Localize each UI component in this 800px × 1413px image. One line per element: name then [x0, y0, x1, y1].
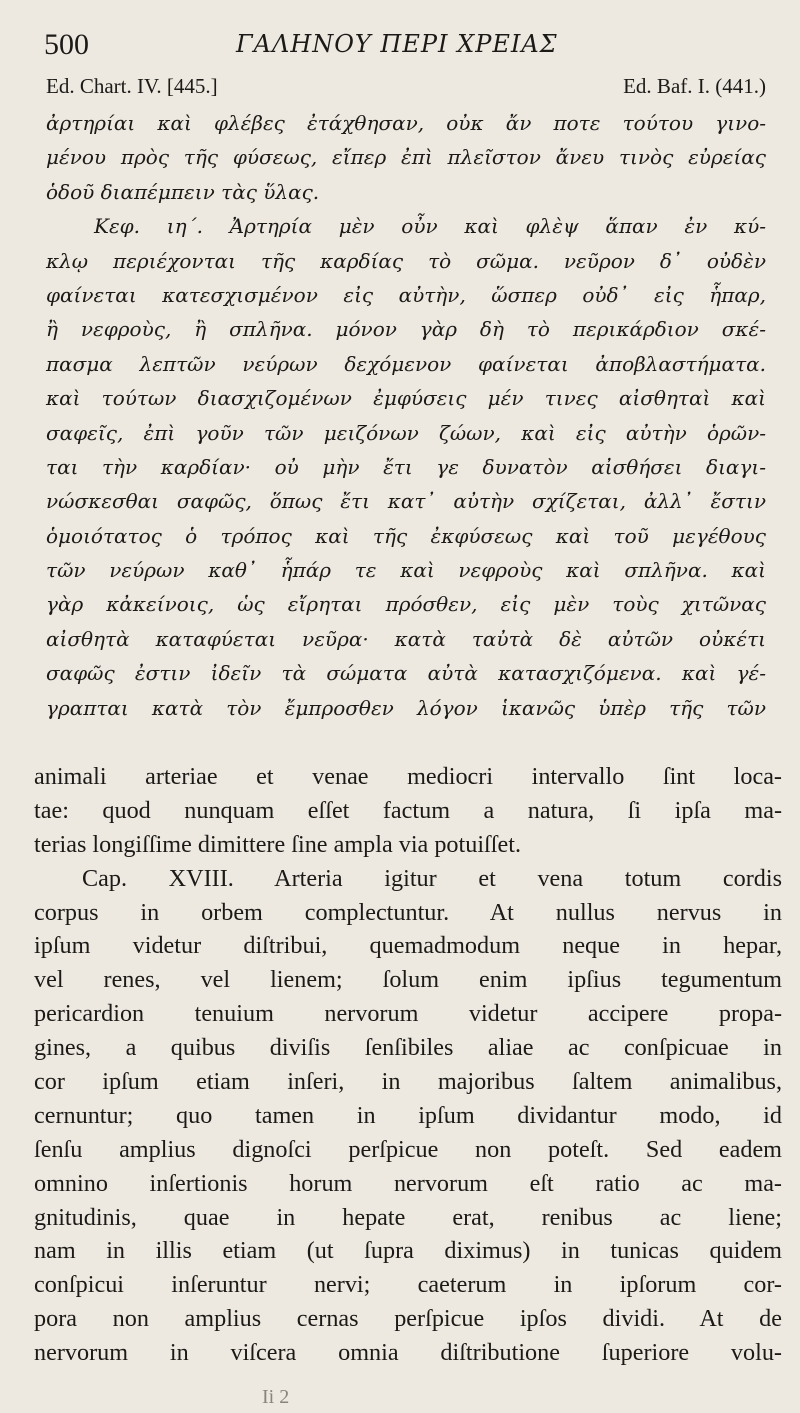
greek-line: αἰσθητὰ καταφύεται νεῦρα· κατὰ ταὐτὰ δὲ αὐτῶν οὐκέτι [46, 626, 766, 651]
latin-line: pericardion tenuium nervorum videtur accipere propa- [34, 1000, 782, 1028]
greek-line: ἀρτηρίαι καὶ φλέβες ἐτάχθησαν, οὐκ ἄν ποτε τούτου γινο- [46, 111, 766, 135]
latin-line: ſenſu amplius dignoſci perſpicue non poteſt. Sed eadem [34, 1135, 782, 1163]
greek-line: πασμα λεπτῶν νεύρων δεχόμενον φαίνεται ἀποβλαστήματα. [46, 351, 766, 376]
running-title: ΓΑΛΗΝΟΥ ΠΕΡΙ ΧΡΕΙΑΣ [236, 30, 558, 58]
latin-line: terias longiſſime dimittere ſine ampla via potuiſſet. [34, 830, 521, 858]
page-number: 500 [44, 28, 89, 61]
latin-line: animali arteriae et venae mediocri intervallo ſint loca- [34, 763, 782, 790]
latin-line: nervorum in viſcera omnia diſtributione ſuperiore volu- [34, 1339, 782, 1367]
greek-line: ἢ νεφροὺς, ἢ σπλῆνα. μόνον γὰρ δὴ τὸ περικάρδιον σκέ- [46, 317, 766, 342]
latin-line: corpus in orbem complectuntur. At nullus nervus in [34, 898, 782, 926]
latin-line: omnino inſertionis horum nervorum eſt ratio ac ma- [34, 1169, 782, 1197]
greek-line: ται τὴν καρδίαν· οὐ μὴν ἔτι γε δυνατὸν αἰσθήσει διαγι- [46, 454, 766, 479]
greek-chapter-heading-line: Κεφ. ιη΄. Ἀρτηρία μὲν οὖν καὶ φλὲψ ἅπαν ἐν κύ- [94, 214, 766, 239]
page-header [44, 28, 764, 68]
latin-line: ipſum videtur diſtribui, quemadmodum neque in hepar, [34, 932, 782, 960]
latin-line: vel renes, vel lienem; ſolum enim ipſius tegumentum [34, 966, 782, 994]
latin-line: conſpicui inſeruntur nervi; caeterum in ipſorum cor- [34, 1271, 782, 1299]
greek-line: ὁδοῦ διαπέμπειν τὰς ὕλας. [46, 179, 320, 204]
latin-text-block [34, 760, 782, 1370]
latin-line: cor ipſum etiam inſeri, in majoribus ſaltem animalibus, [34, 1068, 782, 1096]
greek-line: σαφῶς ἐστιν ἰδεῖν τὰ σώματα αὐτὰ κατασχιζόμενα. καὶ γέ- [46, 661, 766, 686]
edition-reference-line [46, 74, 766, 104]
latin-line: cernuntur; quo tamen in ipſum dividantur modo, id [34, 1101, 782, 1129]
greek-line: κλῳ περιέχονται τῆς καρδίας τὸ σῶμα. νεῦρον δ᾽ οὐδὲν [46, 248, 766, 273]
greek-line: τῶν νεύρων καθ᾽ ἧπάρ τε καὶ νεφροὺς καὶ σπλῆνα. καὶ [46, 558, 766, 583]
latin-line: tae: quod nunquam eſſet factum a natura, ſi ipſa ma- [34, 796, 782, 824]
greek-line: γὰρ κἀκείνοις, ὡς εἴρηται πρόσθεν, εἰς μὲν τοὺς χιτῶνας [46, 592, 766, 617]
edition-basel-reference: Ed. Baf. I. (441.) [623, 74, 766, 98]
greek-line: σαφεῖς, ἐπὶ γοῦν τῶν μειζόνων ζώων, καὶ εἰς αὐτὴν ὁρῶν- [46, 420, 766, 445]
edition-chartier-reference: Ed. Chart. IV. [445.] [46, 74, 218, 98]
latin-line: nam in illis etiam (ut ſupra diximus) in tunicas quidem [34, 1237, 782, 1265]
greek-line: καὶ τούτων διασχιζομένων ἐμφύσεις μέν τινες αἰσθηταὶ καὶ [46, 386, 766, 411]
greek-line: γραπται κατὰ τὸν ἔμπροσθεν λόγον ἱκανῶς ὑπὲρ τῆς τῶν [46, 695, 766, 720]
printer-signature-mark: Ii 2 [262, 1386, 290, 1408]
greek-line: φαίνεται κατεσχισμένον εἰς αὐτὴν, ὥσπερ οὐδ᾽ εἰς ἧπαρ, [46, 282, 766, 307]
latin-line: pora non amplius cernas perſpicue ipſos dividi. At de [34, 1305, 782, 1333]
latin-chapter-heading-line: Cap. XVIII. Arteria igitur et vena totum cordis [82, 864, 782, 892]
latin-line: gines, a quibus diviſis ſenſibiles aliae ac conſpicuae in [34, 1034, 782, 1062]
latin-line: gnitudinis, quae in hepate erat, renibus ac liene; [34, 1203, 782, 1231]
greek-line: μένου πρὸς τῆς φύσεως, εἴπερ ἐπὶ πλεῖστον ἄνευ τινὸς εὐρείας [46, 145, 766, 170]
greek-line: νώσκεσθαι σαφῶς, ὅπως ἔτι κατ᾽ αὐτὴν σχίζεται, ἀλλ᾽ ἔστιν [46, 489, 766, 514]
greek-text-block [46, 106, 766, 725]
greek-line: ὁμοιότατος ὁ τρόπος καὶ τῆς ἐκφύσεως καὶ τοῦ μεγέθους [46, 523, 766, 548]
